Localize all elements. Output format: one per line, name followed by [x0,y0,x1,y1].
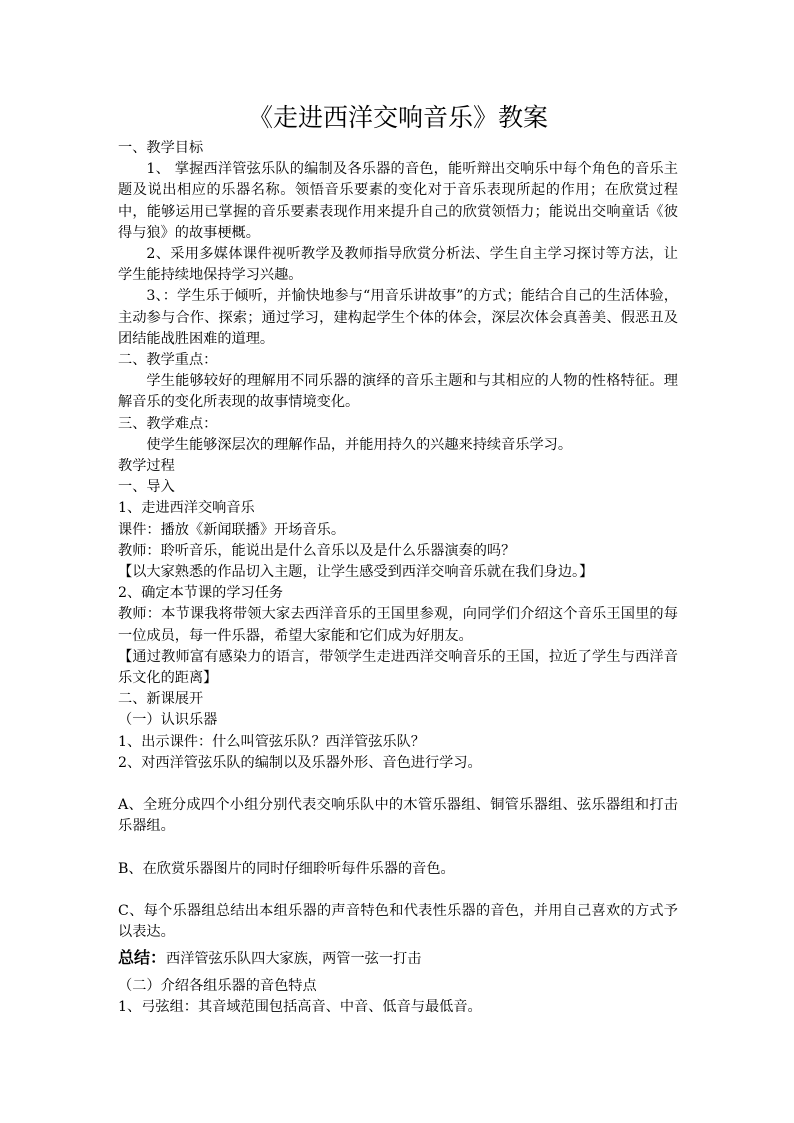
spacer [118,838,678,859]
section-heading-objectives: 一、教学目标 [118,140,204,156]
spacer [118,880,678,901]
spacer [118,774,678,795]
subsection-instruments: （一）认识乐器 [118,712,218,729]
paragraph-b: B、在欣赏乐器图片的同时仔细聆听每件乐器的音色。 [118,860,455,877]
new-lesson-heading: 二、新课展开 [118,691,204,708]
intro-note-2: 【通过教师富有感染力的语言，带领学生走进西洋交响音乐的王国，拉近了学生与西洋音乐文化的距离】 [118,648,678,687]
section-heading-key-points: 二、教学重点： [118,352,218,369]
teacher-intro: 教师：本节课我将带领大家去西洋音乐的王国里参观，向同学们介绍这个音乐王国里的每一位成员，每一件乐器，希望大家能和它们成为好朋友。 [118,606,678,644]
intro-note: 【以大家熟悉的作品切入主题，让学生感受到西洋交响音乐就在我们身边。】 [118,564,594,581]
subsection-timbre: （二）介绍各组乐器的音色特点 [118,978,317,995]
teaching-process-heading: 教学过程 [118,458,175,475]
summary-text: 西洋管弦乐队四大家族，两管一弦一打击 [166,951,422,968]
document-title: 《走进西洋交响音乐》教案 [247,103,548,132]
intro-step-1: 1、走进西洋交响音乐 [118,500,255,517]
paragraph-c: C、每个乐器组总结出本组乐器的声音特色和代表性乐器的音色，并用自己喜欢的方式予以表达。 [118,902,678,940]
courseware-line: 课件：播放《新闻联播》开场音乐。 [118,521,346,538]
document-page [118,98,678,1019]
strings-group-line: 1、弓弦组：其音域范围包括高音、中音、低音与最低音。 [118,999,482,1016]
teacher-question: 教师：聆听音乐，能说出是什么音乐以及是什么乐器演奏的吗？ [118,542,516,559]
new-lesson-step-2: 2、对西洋管弦乐队的编制以及乐器外形、音色进行学习。 [118,754,482,771]
objective-2: 2、采用多媒体课件视听教学及教师指导欣赏分析法、学生自主学习探讨等方法，让学生能持续地保持学习兴趣。 [118,246,678,284]
objective-3: 3、：学生乐于倾听，并愉快地参与“用音乐讲故事”的方式；能结合自己的生活体验，主动参与合作、探索；通过学习，建构起学生个体的体会，深层次体会真善美、假恶丑及团结能战胜困难的道理。 [118,288,678,347]
body-lines [118,138,678,774]
summary-label: 总结： [118,948,167,968]
difficulties-text: 使学生能够深层次的理解作品，并能用持久的兴趣来持续音乐学习。 [146,436,573,453]
objective-1: 1、 掌握西洋管弦乐队的编制及各乐器的音色，能听辩出交响乐中每个角色的音乐主题及说出相应的乐器名称。领悟音乐要素的变化对于音乐表现所起的作用；在欣赏过程中，能够运用已掌握的音乐要素表现作用来提升自己的欣赏领悟力；能说出交响童话《彼得与狼》的故事梗概。 [118,161,678,241]
new-lesson-step-1: 1、出示课件：什么叫管弦乐队？西洋管弦乐队？ [118,733,425,750]
summary-line [118,945,678,972]
intro-heading: 一、导入 [118,479,175,496]
paragraph-a: A、全班分成四个小组分别代表交响乐队中的木管乐器组、铜管乐器组、弦乐器组和打击乐器组。 [118,797,678,835]
intro-step-2: 2、确定本节课的学习任务 [118,585,284,602]
section-heading-difficulties: 三、教学难点： [118,415,218,432]
key-points-text: 学生能够较好的理解用不同乐器的演绎的音乐主题和与其相应的人物的性格特征。理解音乐的变化所表现的故事情境变化。 [118,373,678,411]
